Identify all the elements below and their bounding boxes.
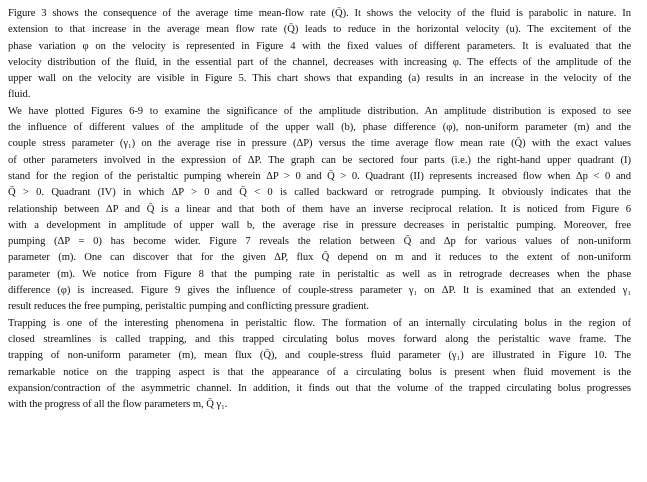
text-line: fluid. xyxy=(8,89,31,101)
paragraph-velocity xyxy=(8,6,631,104)
text-line: with the progress of all the flow parameters m, Q̄ γ₁. xyxy=(8,399,228,411)
text-line: relationship between ΔP and Q̄ is a linear and that both of them have an inverse reciprocal relation. It is noticed from Figure 6 xyxy=(8,203,631,215)
text-line: Figure 3 shows the consequence of the average time mean-flow rate (Q̄). It shows the velocity of the fluid is parabolic in nature. In xyxy=(8,8,631,19)
text-line: trapping of non-uniform parameter (m), mean flux (Q̄), and couple-stress fluid parameter (γ₁) are illustrated in Figure 10. The xyxy=(8,350,631,362)
text-line: velocity distribution of the fluid, in the essential part of the channel, decreases with increasing φ. The effects of the amplitude of the xyxy=(8,56,631,68)
text-line: Trapping is one of the interesting phenomena in peristaltic flow. The formation of an internally circulating bolus in the region of xyxy=(8,317,631,329)
text-line: the influence of different values of the amplitude of the upper wall (b), phase difference (φ), non-uniform parameter (m) and the xyxy=(8,122,631,134)
text-line: upper wall on the velocity are visible in Figure 5. This chart shows that expanding (a) results in an increase in the velocity of the xyxy=(8,73,631,85)
text-line: remarkable notice on the trapping aspect is that the appearance of a circulating bolus is present when fluid movement is the xyxy=(8,366,631,378)
text-line: difference (φ) is increased. Figure 9 gives the influence of couple-stress parameter γ₁ on ΔP. It is examined that an extended γ₁ xyxy=(8,285,631,297)
text-line: closed streamlines is called trapping, and this trapped circulating bolus moves forward along the peristaltic wave frame. The xyxy=(8,333,631,345)
paragraph-pressure xyxy=(8,104,631,316)
text-line: parameter (m). We notice from Figure 8 that the pumping rate in peristaltic as well as in retrograde decreases when the phase xyxy=(8,268,631,280)
text-line: stand for the region of the peristaltic pumping wherein ΔP > 0 and Q̄ > 0. Quadrant (II) represents increased flow when Δp < 0 and xyxy=(8,170,631,182)
text-line: Q̄ > 0. Quadrant (IV) in which ΔP > 0 and Q̄ < 0 is called backward or retrograde pumping. It obviously indicates that the xyxy=(8,187,631,199)
text-line: couple stress parameter (γ₁) on the average rise in pressure (ΔP) versus the time average flow mean rate (Q̄) with the exact values xyxy=(8,138,631,150)
text-line: of other parameters involved in the expression of ΔP. The graph can be sectored four parts (i.e.) the right-hand upper quadrant (I) xyxy=(8,154,631,166)
text-line: We have plotted Figures 6-9 to examine the significance of the amplitude distribution. An amplitude distribution is exposed to see xyxy=(8,105,631,117)
text-line: expansion/contraction of the asymmetric channel. In addition, it finds out that the volume of the trapped circulating bolus progresses xyxy=(8,382,631,394)
text-line: pumping (ΔP = 0) has become wider. Figure 7 reveals the relation between Q̄ and Δp for various values of non-uniform xyxy=(8,236,631,248)
paragraph-trapping xyxy=(8,316,631,414)
text-line: with a development in amplitude of upper wall b, the average rise in pressure decreases in peristaltic pumping. Moreover, free xyxy=(8,219,631,231)
text-line: parameter (m). One can discover that for the given ΔP, flux Q̄ depend on m and it reduces to the extent of non-uniform xyxy=(8,252,631,264)
text-line: extension to that increase in the average mean flow rate (Q̄) leads to reduce in the horizontal velocity (u). The excitement of the xyxy=(8,24,631,36)
text-line: result reduces the free pumping, peristaltic pumping and conflicting pressure gradient. xyxy=(8,301,370,313)
text-line: phase variation φ on the velocity is represented in Figure 4 with the fixed values of different parameters. It is evaluated that the xyxy=(8,40,631,52)
document-body xyxy=(8,6,631,413)
